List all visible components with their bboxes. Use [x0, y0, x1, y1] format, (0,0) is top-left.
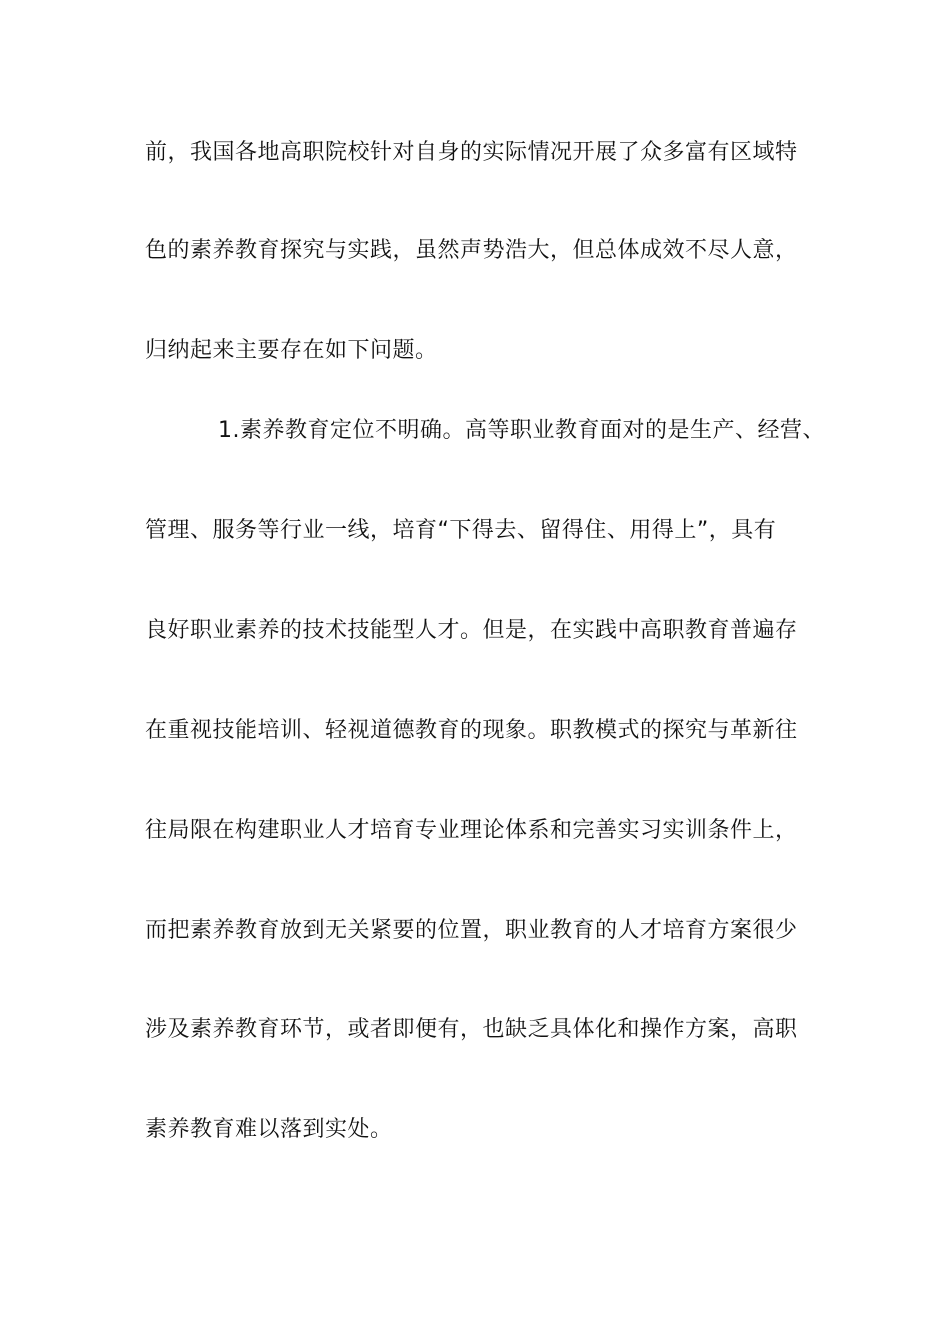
paragraph-line: 归纳起来主要存在如下问题。 [145, 338, 438, 363]
paragraph-first-line: 1.素养教育定位不明确。高等职业教育面对的是生产、经营、 [218, 418, 825, 443]
paragraph-line: 管理、服务等行业一线，培育“下得去、留得住、用得上”，具有 [145, 518, 777, 543]
paragraph-line: 色的素养教育探究与实践，虽然声势浩大，但总体成效不尽人意， [145, 238, 798, 263]
paragraph-line: 涉及素养教育环节，或者即便有，也缺乏具体化和操作方案，高职 [145, 1017, 798, 1042]
paragraph-line: 前，我国各地高职院校针对自身的实际情况开展了众多富有区域特 [145, 140, 798, 165]
paragraph-line: 素养教育难以落到实处。 [145, 1117, 393, 1142]
paragraph-line: 而把素养教育放到无关紧要的位置，职业教育的人才培育方案很少 [145, 918, 798, 943]
paragraph-line: 良好职业素养的技术技能型人才。但是，在实践中高职教育普遍存 [145, 618, 798, 643]
paragraph-line: 往局限在构建职业人才培育专业理论体系和完善实习实训条件上， [145, 818, 798, 843]
paragraph-line: 在重视技能培训、轻视道德教育的现象。职教模式的探究与革新往 [145, 718, 798, 743]
